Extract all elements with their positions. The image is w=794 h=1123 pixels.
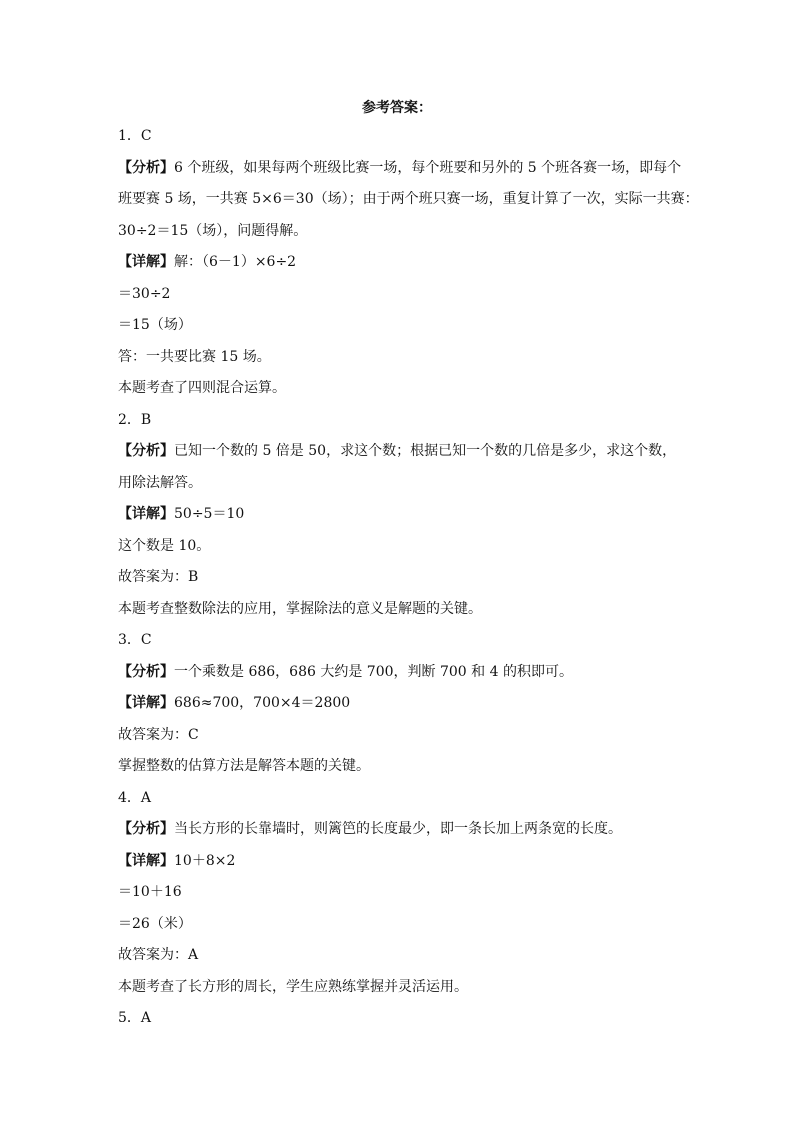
line-text: 6 个班级，如果每两个班级比赛一场，每个班要和另外的 5 个班各赛一场，即每个 xyxy=(174,159,682,176)
section-tag: 【分析】 xyxy=(118,663,174,680)
text-line xyxy=(118,373,688,405)
text-line xyxy=(118,877,688,909)
text-line xyxy=(118,216,688,248)
line-text: 班要赛 5 场，一共赛 5×6＝30（场）；由于两个班只赛一场，重复计算了一次，实际一共赛： xyxy=(118,191,699,207)
line-text: 4．A xyxy=(118,789,152,806)
line-text: 掌握整数的估算方法是解答本题的关键。 xyxy=(118,758,370,774)
line-text: 本题考查了长方形的周长，学生应熟练掌握并灵活运用。 xyxy=(118,978,468,995)
text-line xyxy=(118,310,688,342)
text-line xyxy=(118,972,688,1004)
text-line xyxy=(118,499,688,531)
text-line xyxy=(118,846,688,878)
line-text: 本题考查整数除法的应用，掌握除法的意义是解题的关键。 xyxy=(118,600,482,617)
section-tag: 【详解】 xyxy=(118,254,174,270)
page-title: 参考答案： xyxy=(362,100,432,116)
line-text: 答：一共要比赛 15 场。 xyxy=(118,348,271,365)
line-text: 故答案为：B xyxy=(118,569,199,585)
line-text: 一个乘数是 686，686 大约是 700，判断 700 和 4 的积即可。 xyxy=(174,663,573,680)
line-text: 10＋8×2 xyxy=(174,852,236,869)
line-text: 用除法解答。 xyxy=(118,474,202,491)
line-text: 686≈700，700×4＝2800 xyxy=(174,695,351,711)
text-line xyxy=(118,436,688,468)
text-line xyxy=(118,657,688,689)
text-line xyxy=(118,531,688,563)
line-text: 1．C xyxy=(118,128,152,144)
section-tag: 【分析】 xyxy=(118,821,174,837)
text-line xyxy=(118,562,688,594)
text-line xyxy=(118,247,688,279)
line-text: ＝15（场） xyxy=(118,317,192,333)
section-tag: 【详解】 xyxy=(118,506,174,522)
line-text: 当长方形的长靠墙时，则篱笆的长度最少，即一条长加上两条宽的长度。 xyxy=(174,821,622,837)
text-line xyxy=(118,184,699,216)
text-line xyxy=(118,814,688,846)
line-text: 故答案为：C xyxy=(118,726,199,743)
text-line xyxy=(118,720,688,752)
text-line xyxy=(118,342,688,374)
answer-content xyxy=(118,121,699,1035)
line-text: 5．A xyxy=(118,1010,152,1026)
text-line xyxy=(118,405,688,437)
text-line xyxy=(118,594,688,626)
text-line xyxy=(118,121,688,153)
line-text: 本题考查了四则混合运算。 xyxy=(118,380,286,396)
section-tag: 【详解】 xyxy=(118,852,174,869)
section-tag: 【分析】 xyxy=(118,443,174,459)
line-text: ＝30÷2 xyxy=(118,285,171,302)
section-tag: 【详解】 xyxy=(118,695,174,711)
line-text: 30÷2＝15（场），问题得解。 xyxy=(118,222,308,239)
line-text: 故答案为：A xyxy=(118,947,199,963)
text-line xyxy=(118,468,688,500)
section-tag: 【分析】 xyxy=(118,159,174,176)
text-line xyxy=(118,1003,688,1035)
text-line xyxy=(118,940,688,972)
text-line xyxy=(118,688,688,720)
line-text: 已知一个数的 5 倍是 50，求这个数；根据已知一个数的几倍是多少，求这个数， xyxy=(174,443,677,459)
text-line xyxy=(118,783,688,815)
line-text: ＝10＋16 xyxy=(118,884,182,900)
line-text: 50÷5＝10 xyxy=(174,506,245,522)
text-line xyxy=(118,751,688,783)
text-line xyxy=(118,153,688,185)
line-text: 这个数是 10。 xyxy=(118,537,211,554)
text-line xyxy=(118,909,688,941)
line-text: 3．C xyxy=(118,632,152,648)
line-text: ＝26（米） xyxy=(118,915,192,932)
line-text: 解：（6－1）×6÷2 xyxy=(174,254,297,270)
text-line xyxy=(118,625,688,657)
line-text: 2．B xyxy=(118,411,152,428)
text-line xyxy=(118,279,688,311)
